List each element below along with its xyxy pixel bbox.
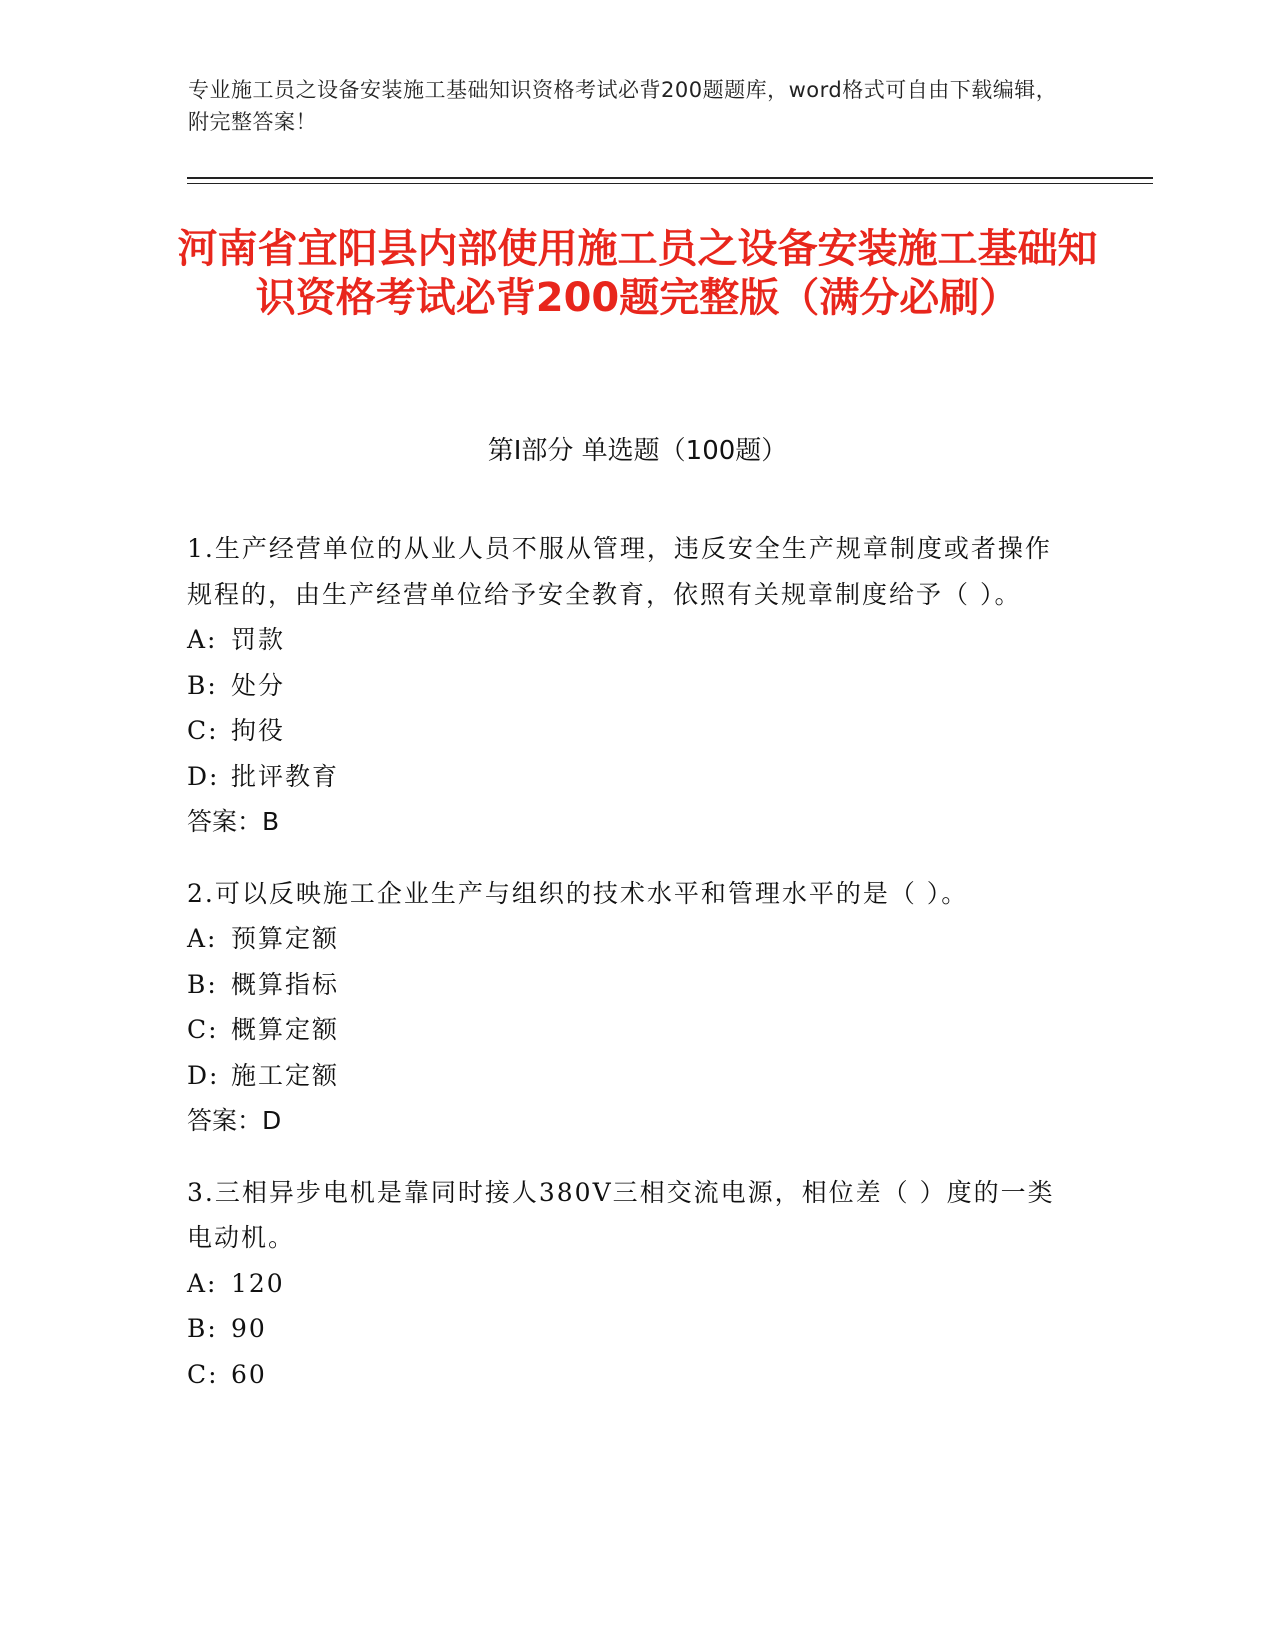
question-stem: 1.生产经营单位的从业人员不服从管理，违反安全生产规章制度或者操作规程的，由生产经营单位给予安全教育，依照有关规章制度给予（ ）。: [187, 534, 1052, 609]
option-text: 60: [231, 1359, 267, 1389]
option-a: [187, 617, 1067, 663]
option-letter: D:: [187, 1060, 220, 1090]
option-b: [187, 962, 1067, 1008]
question-2: [187, 871, 1067, 1144]
option-letter: C:: [187, 716, 219, 745]
option-letter: C:: [187, 1015, 219, 1044]
option-c: [187, 1352, 1067, 1398]
option-letter: B:: [187, 1314, 218, 1343]
option-b: [187, 663, 1067, 709]
option-text: 批评教育: [231, 761, 340, 791]
header-divider-thick: [187, 177, 1153, 179]
option-letter: B:: [187, 969, 218, 999]
header-divider-thin: [187, 183, 1153, 184]
option-d: [187, 1053, 1067, 1099]
option-letter: A:: [187, 924, 218, 953]
option-text: 预算定额: [231, 924, 340, 953]
option-a: [187, 1261, 1067, 1307]
option-d: [187, 754, 1067, 800]
question-stem: 3.三相异步电机是靠同时接人380V三相交流电源，相位差（ ）度的一类电动机。: [187, 1177, 1055, 1252]
option-text: 处分: [231, 670, 286, 700]
option-letter: C:: [187, 1359, 219, 1389]
option-a: [187, 916, 1067, 962]
option-c: [187, 708, 1067, 754]
option-letter: B:: [187, 670, 218, 700]
question-3: [187, 1170, 1067, 1398]
option-text: 概算定额: [231, 1015, 340, 1044]
option-letter: A:: [187, 1268, 218, 1298]
section-title: 第Ⅰ部分 单选题（100题）: [487, 436, 788, 466]
question-1: [187, 526, 1067, 845]
option-text: 120: [231, 1268, 285, 1298]
document-title: 河南省宜阳县内部使用施工员之设备安装施工基础知识资格考试必背200题完整版（满分必刷）: [177, 226, 1098, 321]
option-text: 90: [231, 1314, 267, 1343]
option-letter: A:: [187, 625, 218, 654]
question-stem: 2.可以反映施工企业生产与组织的技术水平和管理水平的是（ ）。: [187, 878, 969, 908]
option-letter: D:: [187, 761, 220, 791]
option-text: 施工定额: [231, 1060, 340, 1090]
option-b: [187, 1306, 1067, 1352]
header-note: 专业施工员之设备安装施工基础知识资格考试必背200题题库，word格式可自由下载编辑，附完整答案！: [188, 78, 1058, 134]
option-text: 拘役: [231, 716, 286, 745]
answer-line: 答案：D: [187, 1106, 282, 1135]
option-c: [187, 1007, 1067, 1053]
option-text: 概算指标: [231, 969, 340, 999]
option-text: 罚款: [231, 625, 286, 654]
answer-line: 答案：B: [187, 807, 280, 836]
question-list: [187, 526, 1067, 1423]
